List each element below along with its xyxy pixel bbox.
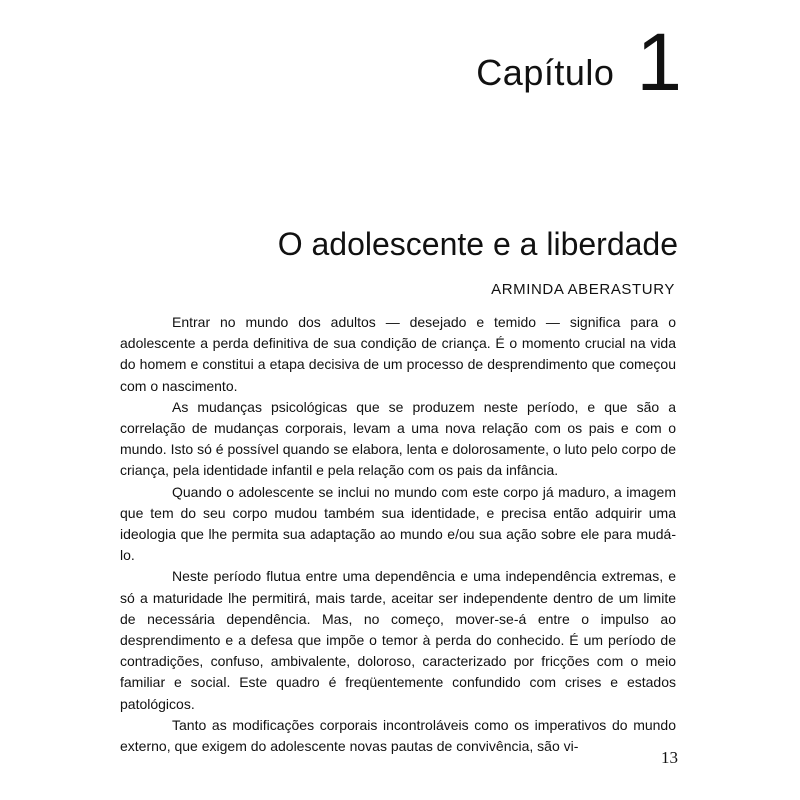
paragraph: Quando o adolescente se inclui no mundo com este corpo já maduro, a imagem que tem do seu corpo mudou também sua identidade, e precisa então adquirir uma ideologia que lhe permita sua adaptação ao mundo e/ou sua ação sobre ele para mudá-lo.	[120, 483, 676, 564]
chapter-label: Capítulo	[476, 51, 615, 93]
body-text	[120, 312, 676, 757]
author-name: ARMINDA ABERASTURY	[491, 281, 675, 298]
chapter-title: O adolescente e a liberdade	[277, 226, 678, 262]
paragraph: Entrar no mundo dos adultos — desejado e temido — significa para o adolescente a perda definitiva de sua condição de criança. É o momento crucial na vida do homem e constitui a etapa decisiva de um processo de desprendimento que começou com o nascimento.	[120, 314, 676, 394]
paragraph: Tanto as modificações corporais incontroláveis como os imperativos do mundo externo, que exigem do adolescente novas pautas de convivência, são vi-	[120, 716, 676, 755]
paragraph: Neste período flutua entre uma dependência e uma independência extremas, e só a maturidade lhe permitirá, mais tarde, aceitar ser independente dentro de um limite de necessária dependência. Mas, no começo, mover-se-á entre o impulso ao desprendimento e a defesa que impõe o temor à perda do conhecido. É um período de contradições, confuso, ambivalente, doloroso, caracterizado por fricções com o meio familiar e social. Este quadro é freqüentemente confundido com crises e estados patológicos.	[120, 568, 676, 712]
chapter-heading	[476, 17, 682, 108]
chapter-number: 1	[636, 17, 682, 108]
paragraph: As mudanças psicológicas que se produzem neste período, e que são a correlação de mudanças corporais, levam a uma nova relação com os pais e com o mundo. Isto só é possível quando se elabora, lenta e dolorosamente, o luto pelo corpo de criança, pela identidade infantil e pela relação com os pais da infância.	[120, 398, 676, 479]
page-number: 13	[661, 748, 678, 767]
